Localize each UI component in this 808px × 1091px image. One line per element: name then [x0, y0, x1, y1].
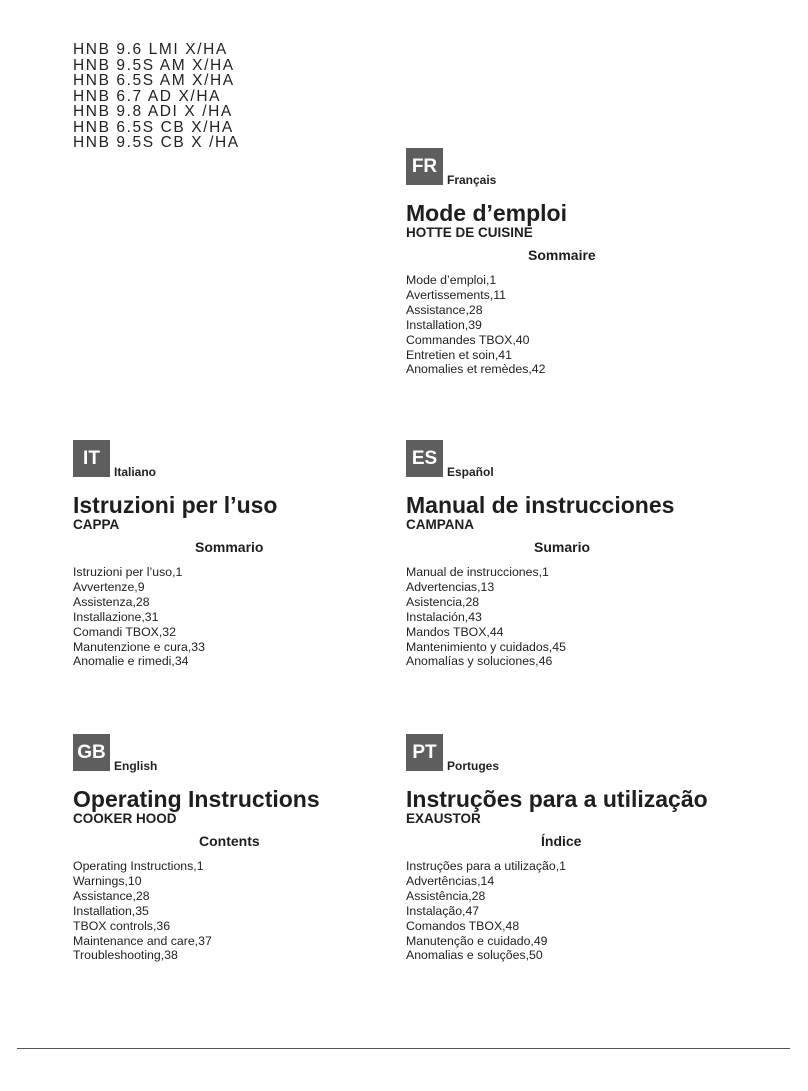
section-title: Instruções para a utilização: [406, 786, 708, 812]
toc-item: Anomalies et remèdes,42: [406, 362, 546, 377]
toc-item: Instruções para a utilização,1: [406, 859, 566, 873]
toc-item: Maintenance and care,37: [73, 933, 212, 948]
section-subtitle: COOKER HOOD: [73, 811, 177, 826]
model-list: [73, 42, 240, 151]
model-name: HNB 9.5S AM X/HA: [73, 56, 235, 74]
section-title: Operating Instructions: [73, 786, 320, 812]
section-title: Manual de instrucciones: [406, 492, 675, 518]
toc-item: Advertências,14: [406, 873, 495, 888]
toc-list: [73, 859, 453, 963]
toc-item: Advertencias,13: [406, 579, 495, 594]
toc-item: Anomalias e soluções,50: [406, 948, 543, 963]
model-name: HNB 6.7 AD X/HA: [73, 87, 222, 105]
toc-item: Comandi TBOX,32: [73, 624, 176, 639]
toc-item: Manutenção e cuidado,49: [406, 933, 548, 948]
section-subtitle: HOTTE DE CUISINE: [406, 225, 533, 240]
toc-item: Istruzioni per l’uso,1: [73, 565, 183, 579]
language-header: [406, 440, 786, 480]
toc-item: Assistenza,28: [73, 594, 150, 609]
bottom-divider: [17, 1048, 790, 1049]
section-title: Istruzioni per l’uso: [73, 492, 278, 518]
toc-item: Installation,35: [73, 903, 149, 918]
toc-item: Installazione,31: [73, 609, 159, 624]
language-name: Français: [447, 173, 497, 187]
toc-heading: Sommaire: [528, 247, 596, 263]
toc-item: Mantenimiento y cuidados,45: [406, 639, 566, 654]
section-subtitle: CAMPANA: [406, 517, 474, 532]
language-name: English: [114, 759, 158, 773]
toc-item: Instalação,47: [406, 903, 480, 918]
toc-item: Warnings,10: [73, 873, 142, 888]
language-name: Italiano: [114, 465, 157, 479]
language-header: [73, 734, 453, 774]
toc-item: TBOX controls,36: [73, 918, 171, 933]
toc-item: Operating Instructions,1: [73, 859, 204, 873]
language-name: Portuges: [447, 759, 500, 773]
toc-item: Troubleshooting,38: [73, 948, 178, 963]
model-name: HNB 9.5S CB X /HA: [73, 134, 240, 151]
toc-item: Manutenzione e cura,33: [73, 639, 205, 654]
model-name: HNB 9.8 ADI X /HA: [73, 103, 233, 120]
language-badge: GB: [73, 734, 110, 771]
section-gb: [73, 734, 453, 979]
toc-list: [406, 565, 786, 669]
toc-list: [73, 565, 453, 669]
section-subtitle: CAPPA: [73, 517, 120, 532]
toc-item: Anomalie e rimedi,34: [73, 654, 189, 669]
toc-item: Mandos TBOX,44: [406, 624, 504, 639]
model-name: HNB 6.5S AM X/HA: [73, 72, 235, 89]
toc-item: Assistência,28: [406, 888, 486, 903]
section-es: [406, 440, 786, 685]
toc-item: Avvertenze,9: [73, 579, 145, 594]
toc-item: Asistencia,28: [406, 594, 480, 609]
language-badge: PT: [406, 734, 443, 771]
language-header: [406, 148, 786, 188]
language-badge: IT: [73, 440, 110, 477]
toc-item: Comandos TBOX,48: [406, 918, 520, 933]
toc-item: Installation,39: [406, 317, 482, 332]
language-name: Español: [447, 465, 494, 479]
model-name: HNB 9.6 LMI X/HA: [73, 41, 228, 58]
toc-item: Entretien et soin,41: [406, 347, 512, 362]
model-name: HNB 6.5S CB X/HA: [73, 118, 234, 136]
language-badge: ES: [406, 440, 443, 477]
toc-item: Instalación,43: [406, 609, 482, 624]
toc-item: Anomalías y soluciones,46: [406, 654, 553, 669]
section-subtitle: EXAUSTOR: [406, 811, 481, 826]
section-it: [73, 440, 453, 685]
toc-heading: Sommario: [195, 539, 264, 555]
toc-item: Assistance,28: [73, 888, 150, 903]
language-header: [406, 734, 786, 774]
language-badge: FR: [406, 148, 443, 185]
section-title: Mode d’emploi: [406, 200, 567, 226]
section-fr: [406, 148, 786, 393]
toc-item: Avertissements,11: [406, 287, 507, 302]
section-pt: [406, 734, 786, 979]
toc-item: Manual de instrucciones,1: [406, 565, 549, 579]
toc-heading: Sumario: [534, 539, 591, 555]
toc-item: Assistance,28: [406, 302, 483, 317]
toc-heading: Índice: [541, 833, 582, 849]
toc-list: [406, 273, 786, 377]
language-header: [73, 440, 453, 480]
toc-list: [406, 859, 786, 963]
toc-heading: Contents: [199, 833, 260, 849]
toc-item: Mode d’emploi,1: [406, 273, 497, 287]
toc-item: Commandes TBOX,40: [406, 332, 530, 347]
